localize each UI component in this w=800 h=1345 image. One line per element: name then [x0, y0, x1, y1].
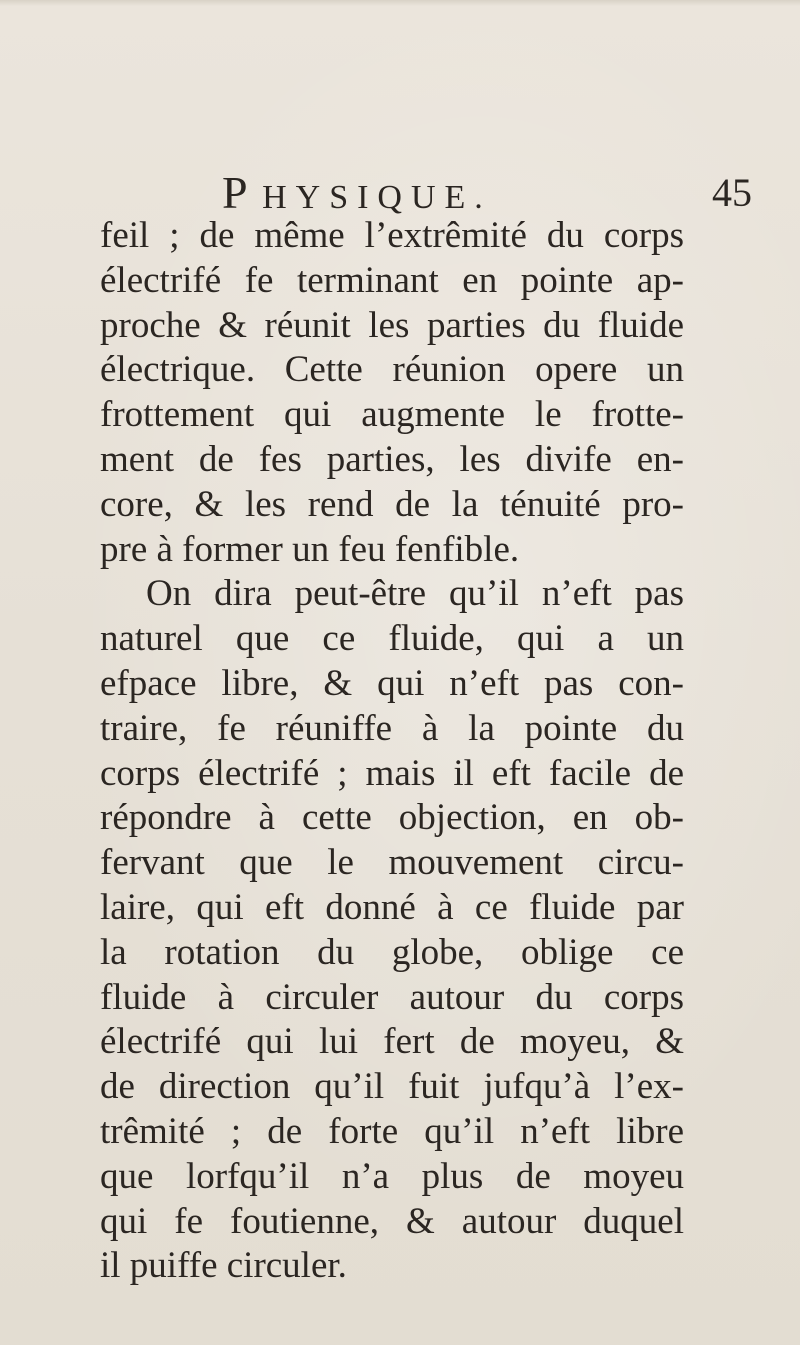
text-line: répondre à cette objection, en ob- [100, 797, 684, 839]
text-line: frottement qui augmente le frotte- [100, 394, 684, 436]
text-line: laire, qui eft donné à ce fluide par [100, 886, 684, 928]
page-number: 45 [712, 170, 752, 215]
text-line: fluide à circuler autour du corps [100, 976, 684, 1018]
text-line: de direction qu’il fuit jufqu’à l’ex- [100, 1066, 684, 1108]
page-header [0, 168, 800, 218]
text-line: ment de fes parties, les divife en- [100, 438, 684, 480]
text-line: fervant que le mouvement circu- [100, 842, 684, 884]
running-title-rest: HYSIQUE. [262, 179, 492, 216]
running-title-initial: P [222, 167, 250, 218]
text-line: trêmité ; de forte qu’il n’eft libre [100, 1110, 684, 1152]
text-line: naturel que ce fluide, qui a un [100, 618, 684, 660]
text-line: feil ; de même l’extrêmité du corps [100, 215, 684, 256]
text-line: core, & les rend de la ténuité pro- [100, 483, 684, 525]
text-line: pre à former un feu fenfible. [100, 528, 520, 570]
page-top-edge [0, 0, 800, 6]
text-line: efpace libre, & qui n’eft pas con- [100, 662, 684, 704]
text-line: corps électrifé ; mais il eft facile de [100, 752, 684, 794]
text-line: électrifé fe terminant en pointe ap- [100, 259, 684, 301]
text-line: traire, fe réuniffe à la pointe du [100, 707, 684, 749]
paragraph-start-line: On dira peut-être qu’il n’eft pas [146, 573, 684, 615]
text-line: qui fe foutienne, & autour duquel [100, 1200, 684, 1242]
body-text [100, 214, 684, 1289]
text-line: proche & réunit les parties du fluide [100, 304, 684, 346]
text-line: la rotation du globe, oblige ce [100, 931, 684, 973]
text-line: il puiffe circuler. [100, 1245, 347, 1287]
text-line: électrifé qui lui fert de moyeu, & [100, 1021, 684, 1063]
text-line: électrique. Cette réunion opere un [100, 349, 684, 391]
text-line: que lorfqu’il n’a plus de moyeu [100, 1155, 684, 1197]
